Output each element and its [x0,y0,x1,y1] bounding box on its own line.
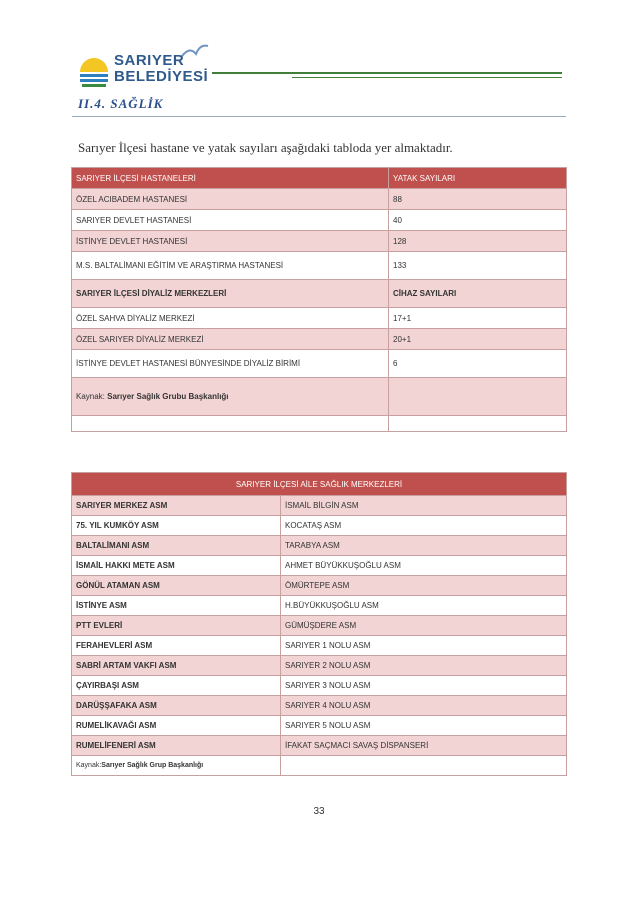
asm-name-right: TARABYA ASM [281,536,567,556]
sariyer-belediyesi-logo [76,44,216,94]
table-row [72,189,567,210]
bed-count: 128 [389,231,567,252]
source-label: Kaynak: [76,762,102,769]
dialysis-header-row [72,280,567,308]
source-cell [72,378,389,416]
asm-name-right: GÜMÜŞDERE ASM [281,616,567,636]
table-row [72,350,567,378]
asm-name-left: DARÜŞŞAFAKA ASM [72,696,281,716]
dialysis-center-name: ÖZEL SAHVA DİYALİZ MERKEZİ [72,308,389,329]
header-cell: SARIYER İLÇESİ HASTANELERİ [72,168,389,189]
asm-name-left: İSTİNYE ASM [72,596,281,616]
asm-name-right: H.BÜYÜKKUŞOĞLU ASM [281,596,567,616]
asm-name-right: KOCATAŞ ASM [281,516,567,536]
table-row [72,616,567,636]
empty-cell [281,756,567,776]
table-row [72,596,567,616]
device-count: 20+1 [389,329,567,350]
hospital-name: SARIYER DEVLET HASTANESİ [72,210,389,231]
hospital-name: M.S. BALTALİMANI EĞİTİM VE ARAŞTIRMA HASTANESİ [72,252,389,280]
asm-name-left: BALTALİMANI ASM [72,536,281,556]
family-health-centers-table [71,472,567,776]
section-title: II.4. SAĞLİK [78,96,164,111]
logo-text-belediyesi: BELEDİYESİ [114,68,209,85]
logo-emblem-icon [76,50,112,90]
device-count: 17+1 [389,308,567,329]
intro-paragraph: Sarıyer İlçesi hastane ve yatak sayıları aşağıdaki tabloda yer almaktadır. [78,140,453,155]
header-rule [212,72,562,74]
asm-name-right: İFAKAT SAÇMACI SAVAŞ DİSPANSERİ [281,736,567,756]
asm-name-left: FERAHEVLERİ ASM [72,636,281,656]
page-number: 33 [313,806,325,817]
bed-count: 40 [389,210,567,231]
table-row [72,556,567,576]
asm-name-left: GÖNÜL ATAMAN ASM [72,576,281,596]
table-row [72,516,567,536]
hospitals-table [71,167,567,432]
hospital-name: İSTİNYE DEVLET HASTANESİ [72,231,389,252]
table-row [72,496,567,516]
table-row [72,308,567,329]
header-rule-secondary [292,77,562,78]
dialysis-center-name: ÖZEL SARIYER DİYALİZ MERKEZİ [72,329,389,350]
seagull-icon [180,42,210,62]
table-header-row [72,473,567,496]
asm-name-left: PTT EVLERİ [72,616,281,636]
empty-cell [389,378,567,416]
asm-name-left: RUMELİFENERİ ASM [72,736,281,756]
source-row [72,756,567,776]
hospital-name: ÖZEL ACIBADEM HASTANESİ [72,189,389,210]
asm-name-right: AHMET BÜYÜKKUŞOĞLU ASM [281,556,567,576]
table-row [72,329,567,350]
asm-name-left: İSMAİL HAKKI METE ASM [72,556,281,576]
header-cell: SARIYER İLÇESİ DİYALİZ MERKEZLERİ [72,280,389,308]
asm-name-right: SARIYER 4 NOLU ASM [281,696,567,716]
asm-name-left: SABRİ ARTAM VAKFI ASM [72,656,281,676]
asm-name-right: SARIYER 1 NOLU ASM [281,636,567,656]
table-header-row [72,168,567,189]
source-value: Sarıyer Sağlık Grubu Başkanlığı [107,392,229,401]
bed-count: 88 [389,189,567,210]
table-row [72,231,567,252]
asm-name-right: SARIYER 2 NOLU ASM [281,656,567,676]
header-cell: SARIYER İLÇESİ AİLE SAĞLIK MERKEZLERİ [72,473,567,496]
table-row [72,536,567,556]
header-cell: YATAK SAYILARI [389,168,567,189]
table-row [72,716,567,736]
logo-text-sariyer: SARIYER [114,52,185,69]
source-cell [72,756,281,776]
source-row [72,378,567,416]
source-label: Kaynak: [76,392,108,401]
asm-name-right: SARIYER 3 NOLU ASM [281,676,567,696]
table-row [72,636,567,656]
dialysis-center-name: İSTİNYE DEVLET HASTANESİ BÜNYESİNDE DİYALİZ BİRİMİ [72,350,389,378]
table-row [72,676,567,696]
table-row [72,656,567,676]
section-divider [72,116,566,117]
empty-row [72,416,567,432]
table-row [72,252,567,280]
asm-name-right: ÖMÜRTEPE ASM [281,576,567,596]
empty-cell [72,416,389,432]
device-count: 6 [389,350,567,378]
asm-name-left: SARIYER MERKEZ ASM [72,496,281,516]
asm-name-left: 75. YIL KUMKÖY ASM [72,516,281,536]
asm-name-left: ÇAYIRBAŞI ASM [72,676,281,696]
table-row [72,210,567,231]
asm-name-right: SARIYER 5 NOLU ASM [281,716,567,736]
header-cell: CİHAZ SAYILARI [389,280,567,308]
asm-name-right: İSMAİL BİLGİN ASM [281,496,567,516]
table-row [72,736,567,756]
table-row [72,576,567,596]
asm-name-left: RUMELİKAVAĞI ASM [72,716,281,736]
bed-count: 133 [389,252,567,280]
table-row [72,696,567,716]
empty-cell [389,416,567,432]
source-value: Sarıyer Sağlık Grup Başkanlığı [101,762,204,769]
